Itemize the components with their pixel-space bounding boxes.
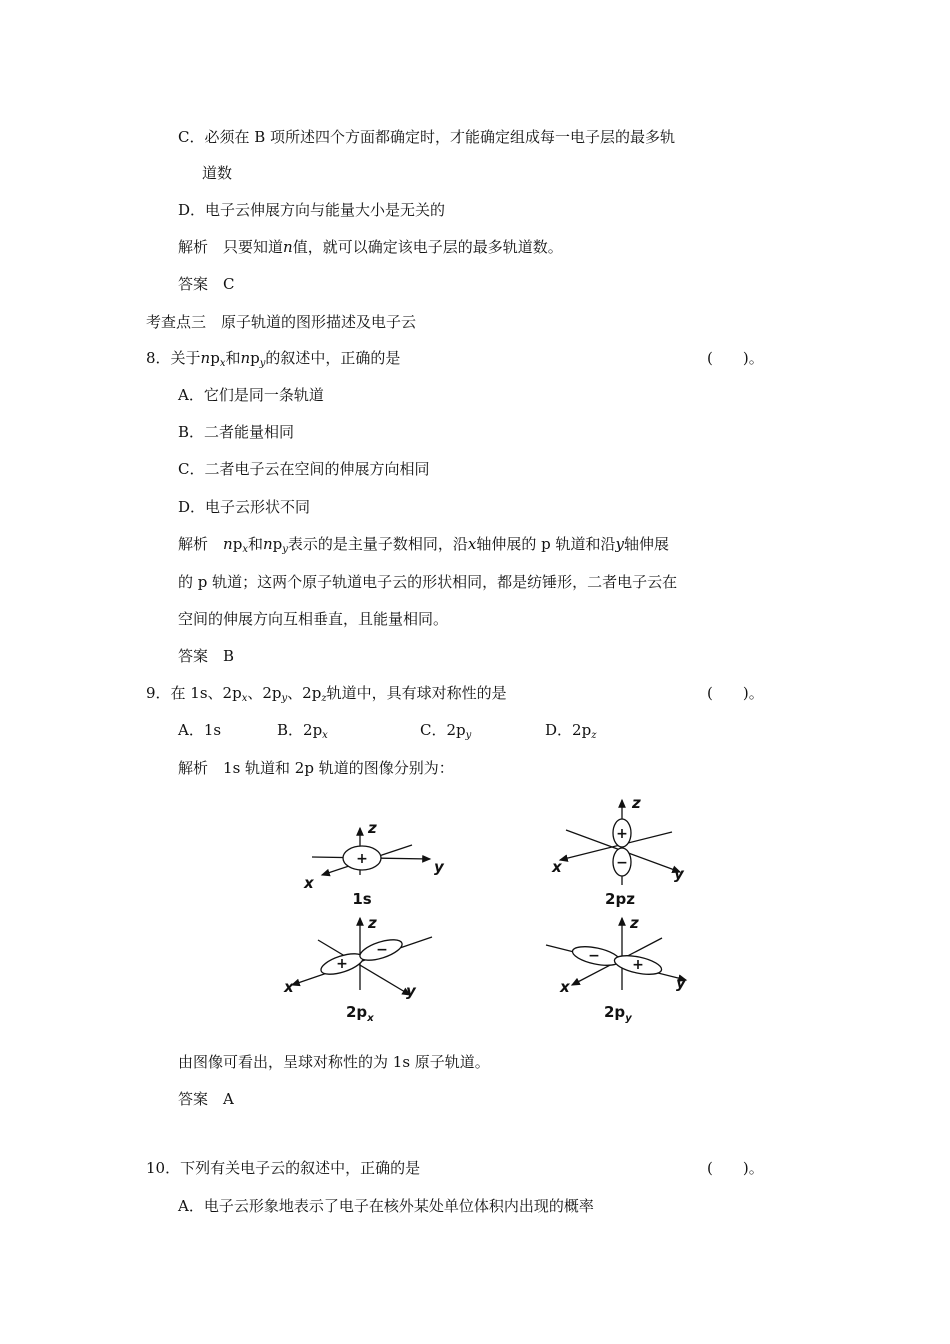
sign-minus: −	[376, 942, 388, 958]
axis-label-x: x	[284, 978, 294, 996]
sign-plus: +	[616, 826, 628, 842]
analysis-label: 解析	[178, 535, 209, 553]
answer-paren-8: ( )。	[707, 349, 764, 367]
q8-option-b: B．二者能量相同	[178, 423, 295, 441]
answer-paren-10: ( )。	[707, 1159, 764, 1177]
caption-2pz: 2pz	[605, 890, 635, 908]
sign-minus: −	[588, 948, 600, 964]
answer-paren-9: ( )。	[707, 684, 764, 702]
sign-plus: +	[336, 956, 348, 972]
answer-value: A	[223, 1090, 234, 1108]
axis-label-x: x	[560, 978, 570, 996]
axis-label-x: x	[552, 858, 562, 876]
question-10: 10．下列有关电子云的叙述中，正确的是	[146, 1159, 421, 1177]
option-c-line1: C．必须在 B 项所述四个方面都确定时，才能确定组成每一电子层的最多轨	[178, 128, 676, 146]
analysis-8-line2: 的 p 轨道；这两个原子轨道电子云的形状相同，都是纺锤形，二者电子云在	[178, 573, 678, 591]
axis-label-y: y	[676, 974, 686, 992]
caption-2px: $2p_x$	[346, 1003, 374, 1024]
answer-9	[178, 1089, 234, 1109]
answer-label: 答案	[178, 647, 209, 665]
option-c-line2: 道数	[202, 164, 233, 182]
analysis-7: 解析 只要知道n值，就可以确定该电子层的最多轨道数。	[178, 238, 563, 256]
option-d: D．电子云伸展方向与能量大小是无关的	[178, 201, 446, 219]
q9-option-a: A．1s	[178, 721, 222, 739]
question-9: 9．在 1s、$2p_x$、$2p_y$、$2p_z$轨道中，具有球对称性的是	[146, 684, 507, 704]
analysis-8-line1: 解析 $np_x$和$np_y$表示的是主量子数相同，沿x轴伸展的 p 轨道和沿y轴伸展	[178, 535, 670, 555]
answer-value: C	[223, 275, 235, 293]
answer-label: 答案	[178, 1090, 209, 1108]
axis-label-y: y	[674, 865, 684, 883]
sign-minus: −	[616, 855, 628, 871]
axis-label-z: z	[632, 794, 641, 812]
caption-2py: $2p_y$	[604, 1003, 632, 1024]
axis-label-y: y	[434, 858, 444, 876]
q8-option-d: D．电子云形状不同	[178, 498, 311, 516]
analysis-8-line3: 空间的伸展方向互相垂直，且能量相同。	[178, 610, 449, 628]
sign-plus: +	[632, 957, 644, 973]
axis-label-z: z	[368, 914, 377, 932]
q8-option-c: C．二者电子云在空间的伸展方向相同	[178, 460, 430, 478]
analysis-label: 解析	[178, 759, 209, 777]
analysis-label: 解析	[178, 238, 209, 256]
q9-option-c: C．$2p_y$	[420, 721, 472, 741]
axis-label-x: x	[304, 874, 314, 892]
axis-label-z: z	[630, 914, 639, 932]
q9-option-d: D．$2p_z$	[545, 721, 597, 741]
analysis-9: 解析 1s 轨道和 2p 轨道的图像分别为：	[178, 759, 454, 777]
axis-label-y: y	[406, 982, 416, 1000]
answer-label: 答案	[178, 275, 209, 293]
q10-option-a: A．电子云形象地表示了电子在核外某处单位体积内出现的概率	[178, 1197, 594, 1215]
sign-plus: +	[356, 851, 368, 867]
axis-label-z: z	[368, 819, 377, 837]
caption-1s: 1s	[352, 890, 372, 908]
q8-option-a: A．它们是同一条轨道	[178, 386, 324, 404]
q9-option-b: B．$2p_x$	[277, 721, 328, 741]
conclusion-9: 由图像可看出，呈球对称性的为 1s 原子轨道。	[178, 1053, 490, 1071]
diagram-2pz	[560, 800, 680, 885]
section-title: 考查点三 原子轨道的图形描述及电子云	[146, 313, 417, 331]
question-8: 8．关于$np_x$和$np_y$的叙述中，正确的是	[146, 349, 401, 369]
answer-value: B	[223, 647, 235, 665]
